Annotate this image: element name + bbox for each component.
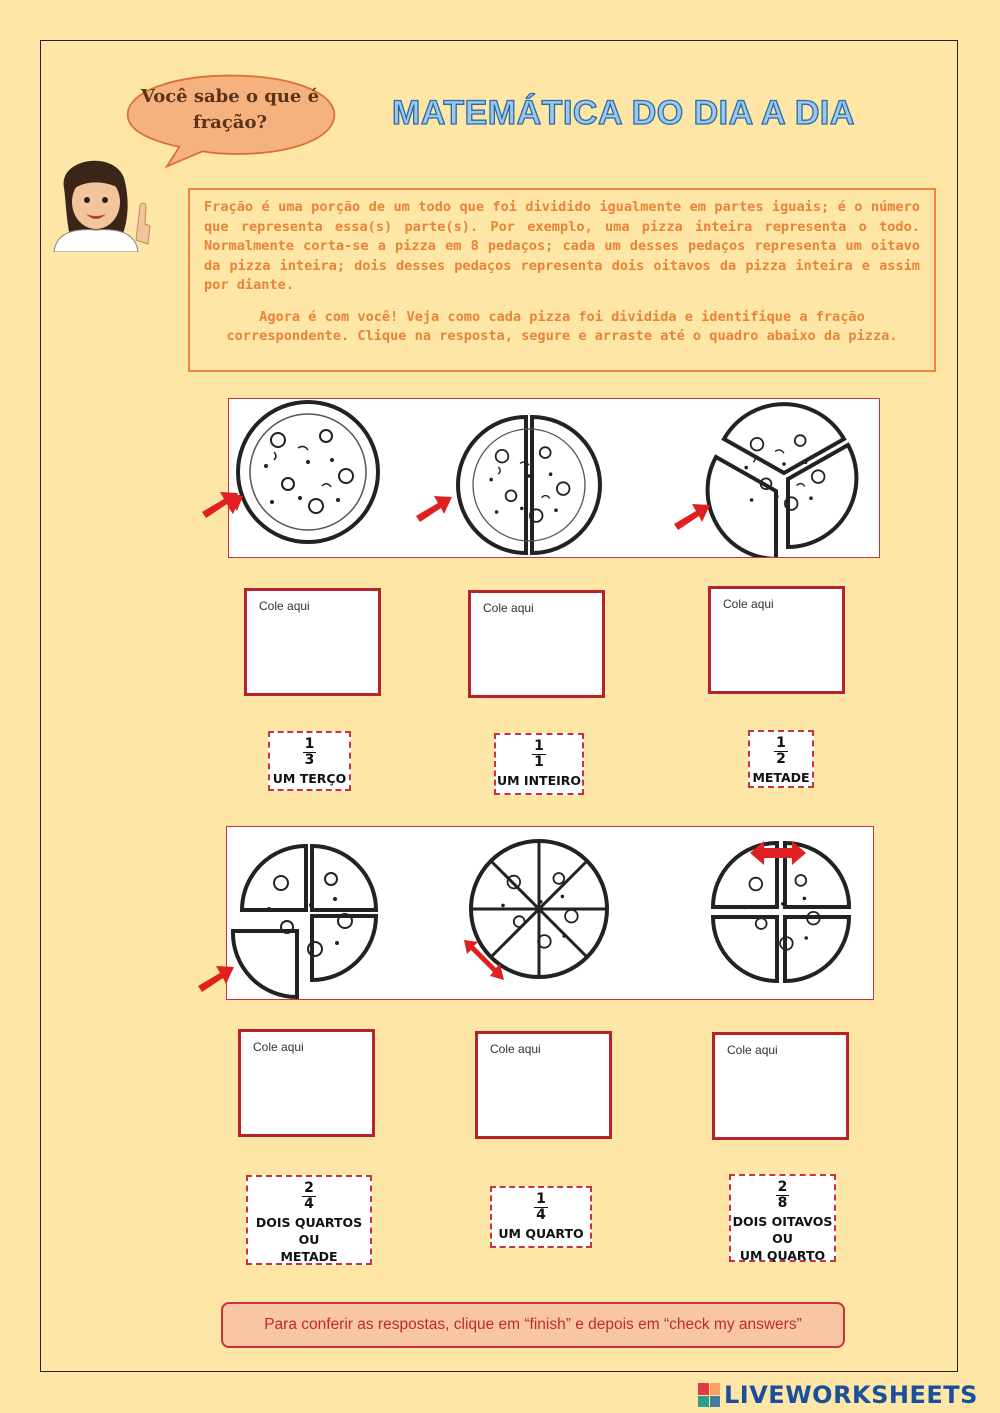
answer-card-um-inteiro[interactable]: $\frac{1}{1}$ UM INTEIRO [494, 733, 584, 795]
red-arrow-icon [414, 492, 454, 524]
teacher-avatar [44, 148, 156, 252]
intro-box [188, 188, 936, 372]
logo-mark-icon [698, 1383, 720, 1407]
intro-paragraph: Fração é uma porção de um todo que foi dividido igualmente em partes iguais; é o número que representa essa(s) parte(s). Por exemplo, uma pizza inteira representa o todo. Normalmente corta-se a pizza em 8 pedaços; cada um desses pedaços representa um oitavo da pizza inteira; dois desses pedaços representa dois oitavos da pizza inteira e assim por diante. [204, 199, 920, 293]
answer-card-metade[interactable]: $\frac{1}{2}$ METADE [748, 730, 814, 788]
red-arrow-icon [200, 488, 240, 520]
pizza-panel-top [228, 398, 880, 558]
double-arrow-icon [460, 936, 510, 986]
red-arrow-icon [196, 962, 236, 994]
answer-card-dois-oitavos[interactable]: $\frac{2}{8}$ DOIS OITAVOS OU UM QUARTO [729, 1174, 836, 1262]
drop-zone-6[interactable]: Cole aqui [712, 1032, 849, 1140]
drop-zone-3[interactable]: Cole aqui [708, 586, 845, 694]
brand-name: LIVEWORKSHEETS [724, 1381, 978, 1409]
answer-card-dois-quartos[interactable]: $\frac{2}{4}$ DOIS QUARTOS OU METADE [246, 1175, 372, 1265]
drop-zone-4[interactable]: Cole aqui [238, 1029, 375, 1137]
check-answers-note: Para conferir as respostas, clique em “finish” e depois em “check my answers” [221, 1302, 845, 1348]
bubble-text: Você sabe o que é fração? [140, 86, 320, 133]
pizza-halves [458, 417, 600, 553]
drop-zone-1[interactable]: Cole aqui [244, 588, 381, 696]
pizza-quarters [233, 846, 376, 997]
drop-zone-5[interactable]: Cole aqui [475, 1031, 612, 1139]
liveworksheets-logo [698, 1378, 978, 1412]
answer-card-um-terco[interactable]: $\frac{1}{3}$ UM TERÇO [268, 731, 351, 791]
instruction-text: Agora é com você! Veja como cada pizza foi dividida e identifique a fração correspondente. Clique na resposta, segure e arraste até o quadro abaixo da pizza. [226, 308, 898, 344]
pizza-thirds [708, 404, 857, 557]
drop-zone-2[interactable]: Cole aqui [468, 590, 605, 698]
pizza-whole [238, 402, 378, 542]
red-arrow-icon [672, 500, 712, 532]
page-title: MATEMÁTICA DO DIA A DIA [392, 94, 855, 132]
answer-card-um-quarto[interactable]: $\frac{1}{4}$ UM QUARTO [490, 1186, 592, 1248]
horizontal-double-arrow-icon [748, 838, 808, 868]
